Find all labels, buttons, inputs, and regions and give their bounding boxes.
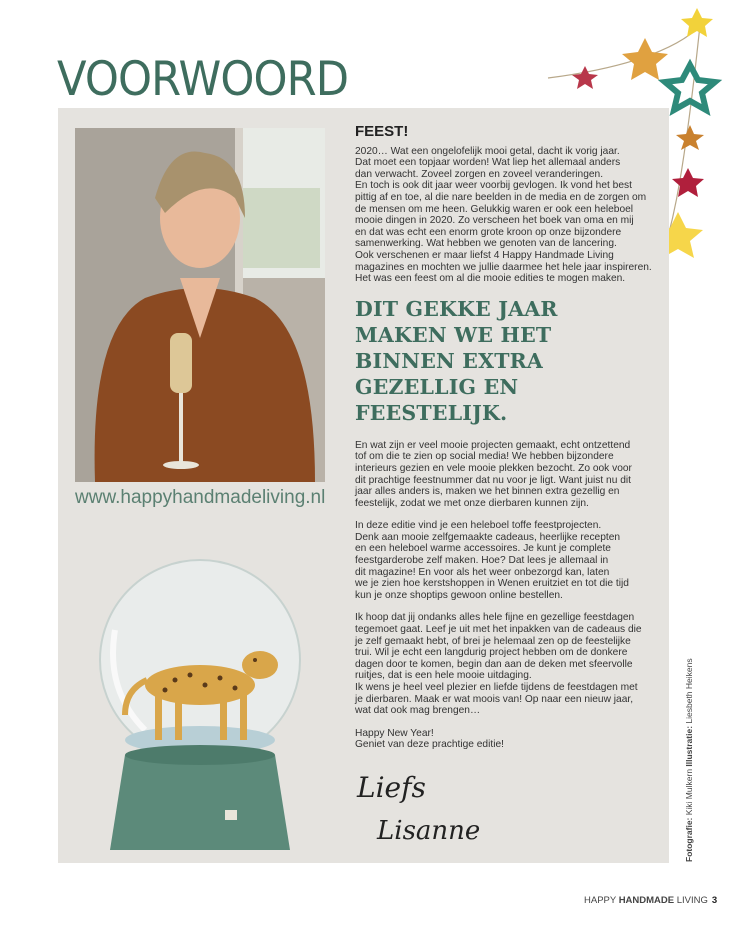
signature-line-2: Lisanne [377, 816, 481, 846]
closing-paragraph: Happy New Year! Geniet van deze prachtige editie! [355, 727, 504, 751]
red-star-2-icon [672, 168, 704, 197]
pull-quote: DIT GEKKE JAAR MAKEN WE HET BINNEN EXTRA GEZELLIG EN FEESTELIJK. [355, 296, 558, 425]
signature-line-1: Liefs [357, 771, 426, 804]
signature [355, 757, 515, 852]
photo-credit-label: Fotografie: [684, 817, 694, 862]
photo-credit-name: Kiki Mulkern [684, 766, 694, 818]
illustration-credit-label: Illustratie: [684, 725, 694, 767]
website-link[interactable]: www.happyhandmadeliving.nl [75, 487, 326, 508]
page-footer [584, 895, 717, 906]
page-number: 3 [711, 895, 718, 906]
article-heading: FEEST! [355, 123, 409, 140]
paragraph-2: En wat zijn er veel mooie projecten gemaakt, echt ontzettend tof om die te zien op social media! We hebben bijzondere interieurs gezien en vele mooie plekken bezocht. Zo ook voor dit prachtige feestnummer dat nu voor je ligt. Want juist nu dit jaar alles anders is, maken we het binnen extra gezellig en feestelijk, zodat we met onze dierbaren kunnen zijn. [355, 439, 632, 509]
teal-star-icon [665, 65, 715, 110]
orange-star-icon [622, 38, 668, 80]
intro-paragraph: 2020… Wat een ongelofelijk mooi getal, dacht ik vorig jaar. Dat moet een topjaar worden! Wat liep het allemaal anders dan verwacht. Zoveel zorgen en zoveel veranderingen. En toch is ook dit jaar weer voorbij gevlogen. Ik vond het best pittig af en toe, al die nare beelden in de media en de zorgen om de mensen om me heen. Gelukkig waren er ook een heleboel mooie dingen in 2020. Zo verscheen het boek van oma en mij en dat was echt een enorm grote kroon op onze bijzondere samenwerking. Wat hebben we genoten van de lancering. Ook verschenen er maar liefst 4 Happy Handmade Living magazines en mochten we jullie daarmee het hele jaar inspireren. Het was een feest om al die mooie edities te mogen maken. [355, 145, 652, 285]
page-title: VOORWOORD [57, 52, 349, 107]
footer-brand: HANDMADE [618, 895, 675, 906]
paragraph-4: Ik hoop dat jij ondanks alles hele fijne en gezellige feestdagen tegemoet gaat. Leef je uit met het inpakken van de cadeaus die je zelf gemaakt hebt, of brei je helemaal zen op de feestelijke trui. Wil je echt een langdurig project hebben om de donkere dagen door te komen, begin dan aan de deken met sfeervolle ruitjes, dat is een hele mooie uitdaging. Ik wens je heel veel plezier en liefde tijdens de feestdagen met je dierbaren. Maak er wat moois van! Op naar een nieuw jaar, wat dat ook mag brengen… [355, 612, 642, 717]
article-body [355, 123, 655, 762]
illustration-credit-name: Liesbeth Heikens [684, 658, 694, 726]
red-star-icon [572, 66, 598, 89]
photo-credits [684, 658, 694, 862]
small-orange-star-icon [676, 125, 704, 150]
portrait-photo [75, 128, 325, 482]
paragraph-3: In deze editie vind je een heleboel toffe feestprojecten. Denk aan mooie zelfgemaakte cadeaus, heerlijke recepten en een heleboel warme accessoires. Je kunt je complete feestgarderobe zelf maken. Hoe? Dat lees je allemaal in dit magazine! En voor als het weer onbezorgd kan, laten we je zien hoe kerstshoppen in Wenen eruitziet en tot die tijd kun je onze shoptips gewoon online bestellen. [355, 520, 629, 601]
footer-prefix: HAPPY [584, 895, 619, 906]
footer-suffix: LIVING [674, 895, 708, 906]
yellow-star-icon [681, 8, 713, 37]
snow-globe-illustration [95, 540, 305, 855]
